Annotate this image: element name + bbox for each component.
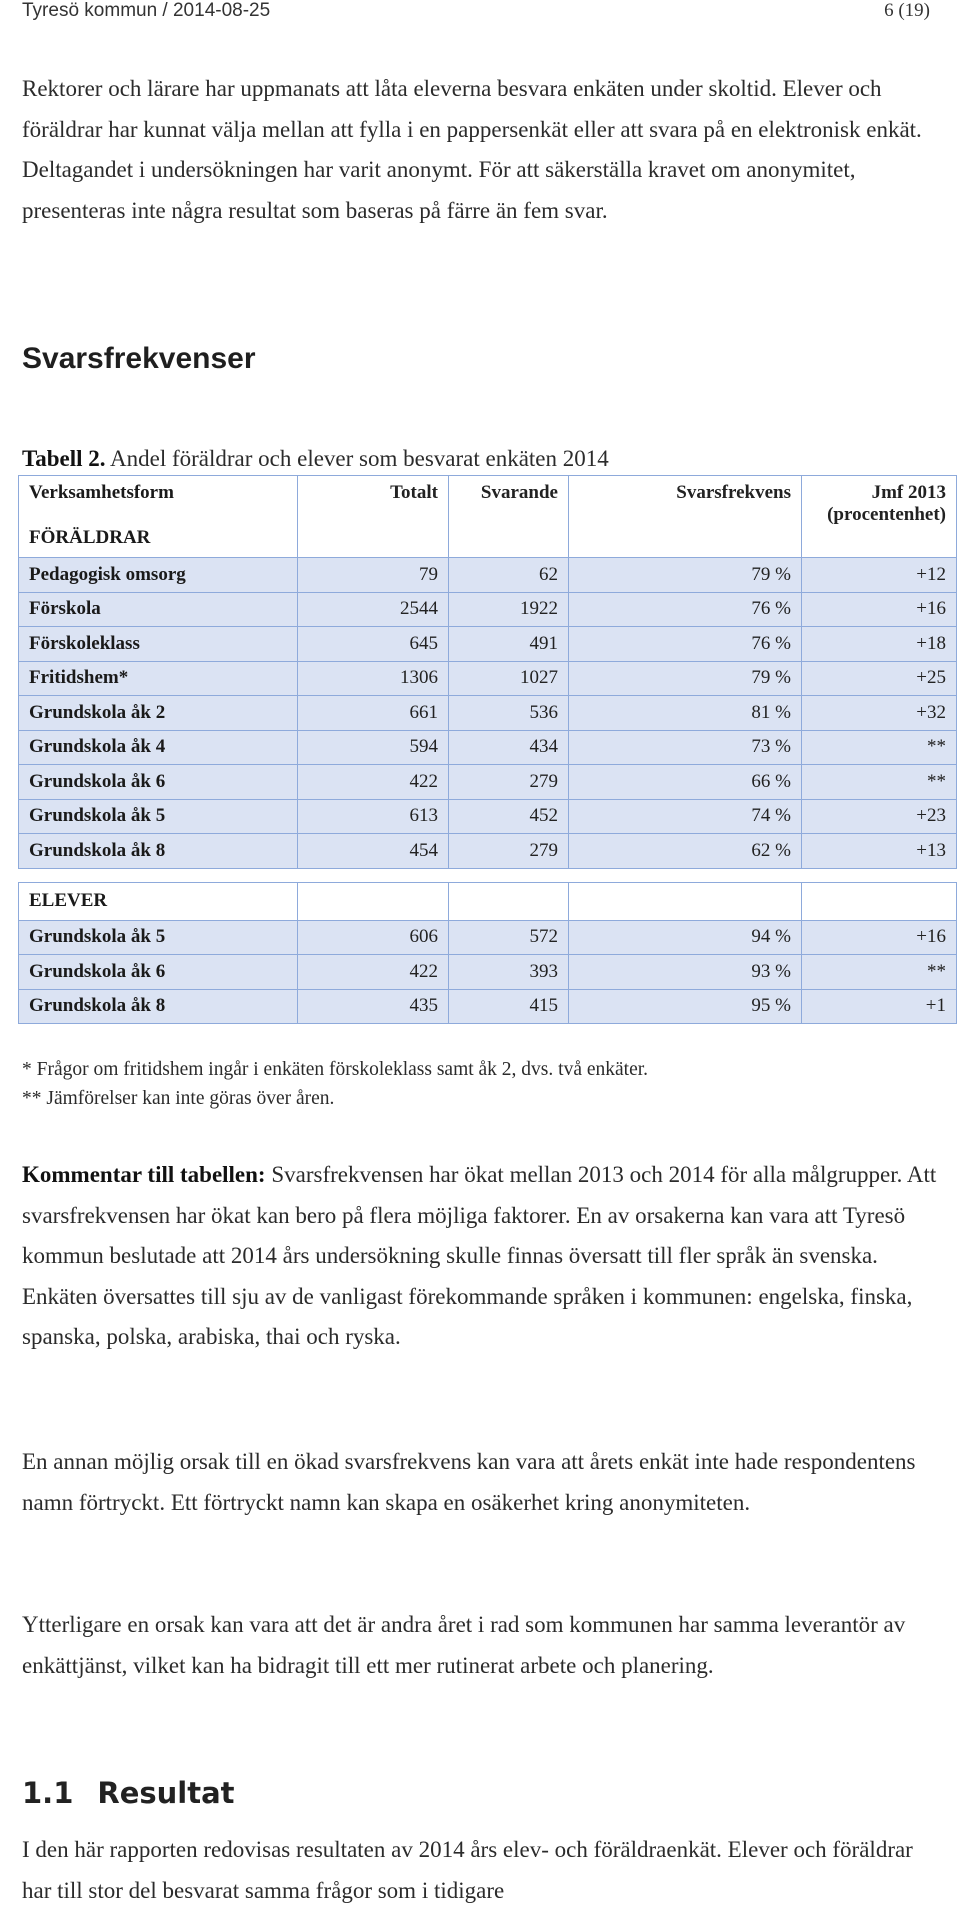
table-row	[19, 955, 957, 990]
table-spacer	[19, 868, 957, 882]
group-row-students	[19, 882, 957, 920]
spacer-cell	[19, 868, 957, 882]
value-cell: 62 %	[569, 834, 802, 869]
value-cell: +13	[802, 834, 957, 869]
value-cell: 93 %	[569, 955, 802, 990]
value-cell: +16	[802, 920, 957, 955]
table-row	[19, 661, 957, 696]
value-cell: **	[802, 955, 957, 990]
value-cell: 279	[449, 765, 569, 800]
value-cell: 2544	[298, 592, 449, 627]
value-cell: 74 %	[569, 799, 802, 834]
header-title: Tyresö kommun / 2014-08-25	[22, 0, 271, 21]
heading-title: Resultat	[97, 1776, 235, 1810]
comment-paragraph	[22, 1155, 938, 1358]
value-cell: 661	[298, 696, 449, 731]
value-cell: 434	[449, 730, 569, 765]
value-cell: 645	[298, 627, 449, 662]
value-cell: +25	[802, 661, 957, 696]
value-cell: +16	[802, 592, 957, 627]
row-label-cell: Grundskola åk 5	[19, 799, 298, 834]
value-cell: 279	[449, 834, 569, 869]
value-cell: **	[802, 730, 957, 765]
results-heading	[22, 1776, 235, 1810]
value-cell: 66 %	[569, 765, 802, 800]
value-cell: +1	[802, 989, 957, 1024]
value-cell: 79	[298, 558, 449, 593]
row-label-cell: Grundskola åk 5	[19, 920, 298, 955]
group-label-parents: FÖRÄLDRAR	[29, 527, 151, 548]
value-cell: 79 %	[569, 558, 802, 593]
heading-number: 1.1	[22, 1776, 74, 1810]
table-row	[19, 765, 957, 800]
header-cell: Svarsfrekvens	[569, 476, 802, 558]
value-cell: 76 %	[569, 592, 802, 627]
table-caption	[22, 446, 609, 472]
value-cell: +32	[802, 696, 957, 731]
value-cell	[802, 882, 957, 920]
value-cell: 79 %	[569, 661, 802, 696]
table-caption-label: Tabell 2.	[22, 446, 106, 471]
group-label-students: ELEVER	[19, 882, 298, 920]
value-cell: +18	[802, 627, 957, 662]
value-cell: 415	[449, 989, 569, 1024]
value-cell: 572	[449, 920, 569, 955]
value-cell: 435	[298, 989, 449, 1024]
page-number: 6 (19)	[884, 0, 930, 21]
table-row	[19, 696, 957, 731]
value-cell: +12	[802, 558, 957, 593]
row-label-cell: Grundskola åk 8	[19, 989, 298, 1024]
table-row	[19, 730, 957, 765]
value-cell: 452	[449, 799, 569, 834]
value-cell: 76 %	[569, 627, 802, 662]
header-cell: Jmf 2013 (procentenhet)	[802, 476, 957, 558]
row-label-cell: Grundskola åk 6	[19, 955, 298, 990]
row-label-cell: Grundskola åk 4	[19, 730, 298, 765]
response-rate-table	[18, 475, 957, 1024]
value-cell: 1027	[449, 661, 569, 696]
value-cell	[449, 882, 569, 920]
value-cell	[298, 882, 449, 920]
table-row	[19, 799, 957, 834]
value-cell: 594	[298, 730, 449, 765]
row-label-cell: Grundskola åk 2	[19, 696, 298, 731]
comment-label: Kommentar till tabellen:	[22, 1162, 266, 1187]
table-row	[19, 558, 957, 593]
paragraph-anonymity: En annan möjlig orsak till en ökad svarsfrekvens kan vara att årets enkät inte hade respondentens namn förtryckt. Ett förtryckt namn kan skapa en osäkerhet kring anonymiteten.	[22, 1449, 916, 1515]
header-cell: Svarande	[449, 476, 569, 558]
row-label-cell: Pedagogisk omsorg	[19, 558, 298, 593]
header-cell: Totalt	[298, 476, 449, 558]
value-cell: 94 %	[569, 920, 802, 955]
intro-paragraph: Rektorer och lärare har uppmanats att låta eleverna besvara enkäten under skoltid. Elever och föräldrar har kunnat välja mellan att fylla i en pappersenkät eller att svara på en elektronisk enkät. Deltagandet i undersökningen har varit anonymt. För att säkerställa kravet om anonymitet, presenteras inte några resultat som baseras på färre än fem svar.	[22, 76, 922, 223]
value-cell: 95 %	[569, 989, 802, 1024]
footnote-2: ** Jämförelser kan inte göras över åren.	[22, 1088, 335, 1109]
table-row	[19, 627, 957, 662]
table-row	[19, 592, 957, 627]
page-header	[22, 0, 938, 26]
value-cell: 536	[449, 696, 569, 731]
table-row	[19, 920, 957, 955]
row-label-cell: Fritidshem*	[19, 661, 298, 696]
value-cell: 1922	[449, 592, 569, 627]
value-cell: 393	[449, 955, 569, 990]
header-cell: Verksamhetsform FÖRÄLDRAR	[19, 476, 298, 558]
table-row	[19, 989, 957, 1024]
value-cell	[569, 882, 802, 920]
value-cell: 422	[298, 765, 449, 800]
value-cell: 613	[298, 799, 449, 834]
table-caption-text: Andel föräldrar och elever som besvarat enkäten 2014	[105, 446, 609, 471]
value-cell: 62	[449, 558, 569, 593]
footnote-1: * Frågor om fritidshem ingår i enkäten förskoleklass samt åk 2, dvs. två enkäter.	[22, 1059, 649, 1080]
value-cell: 73 %	[569, 730, 802, 765]
row-label-cell: Grundskola åk 6	[19, 765, 298, 800]
comment-text: Svarsfrekvensen har ökat mellan 2013 och 2014 för alla målgrupper. Att svarsfrekvensen har ökat kan bero på flera möjliga faktorer. En av orsakerna kan vara att Tyresö kommun beslutade att 2014 års undersökning skulle finnas översatt till fler språk än svenska. Enkäten översattes till sju av de vanligast förekommande språken i kommunen: engelska, finska, spanska, polska, arabiska, thai och ryska.	[22, 1162, 937, 1349]
value-cell: 491	[449, 627, 569, 662]
value-cell: 606	[298, 920, 449, 955]
row-label-cell: Grundskola åk 8	[19, 834, 298, 869]
row-label-cell: Förskola	[19, 592, 298, 627]
value-cell: 454	[298, 834, 449, 869]
value-cell: 1306	[298, 661, 449, 696]
value-cell: +23	[802, 799, 957, 834]
table-row	[19, 834, 957, 869]
value-cell: **	[802, 765, 957, 800]
table-header-row	[19, 476, 957, 558]
row-label-cell: Förskoleklass	[19, 627, 298, 662]
paragraph-results: I den här rapporten redovisas resultaten av 2014 års elev- och föräldraenkät. Elever och föräldrar har till stor del besvarat samma frågor som i tidigare	[22, 1837, 913, 1903]
value-cell: 81 %	[569, 696, 802, 731]
paragraph-supplier: Ytterligare en orsak kan vara att det är andra året i rad som kommunen har samma leverantör av enkättjänst, vilket kan ha bidragit till ett mer rutinerat arbete och planering.	[22, 1612, 906, 1678]
section-title: Svarsfrekvenser	[22, 342, 256, 375]
value-cell: 422	[298, 955, 449, 990]
